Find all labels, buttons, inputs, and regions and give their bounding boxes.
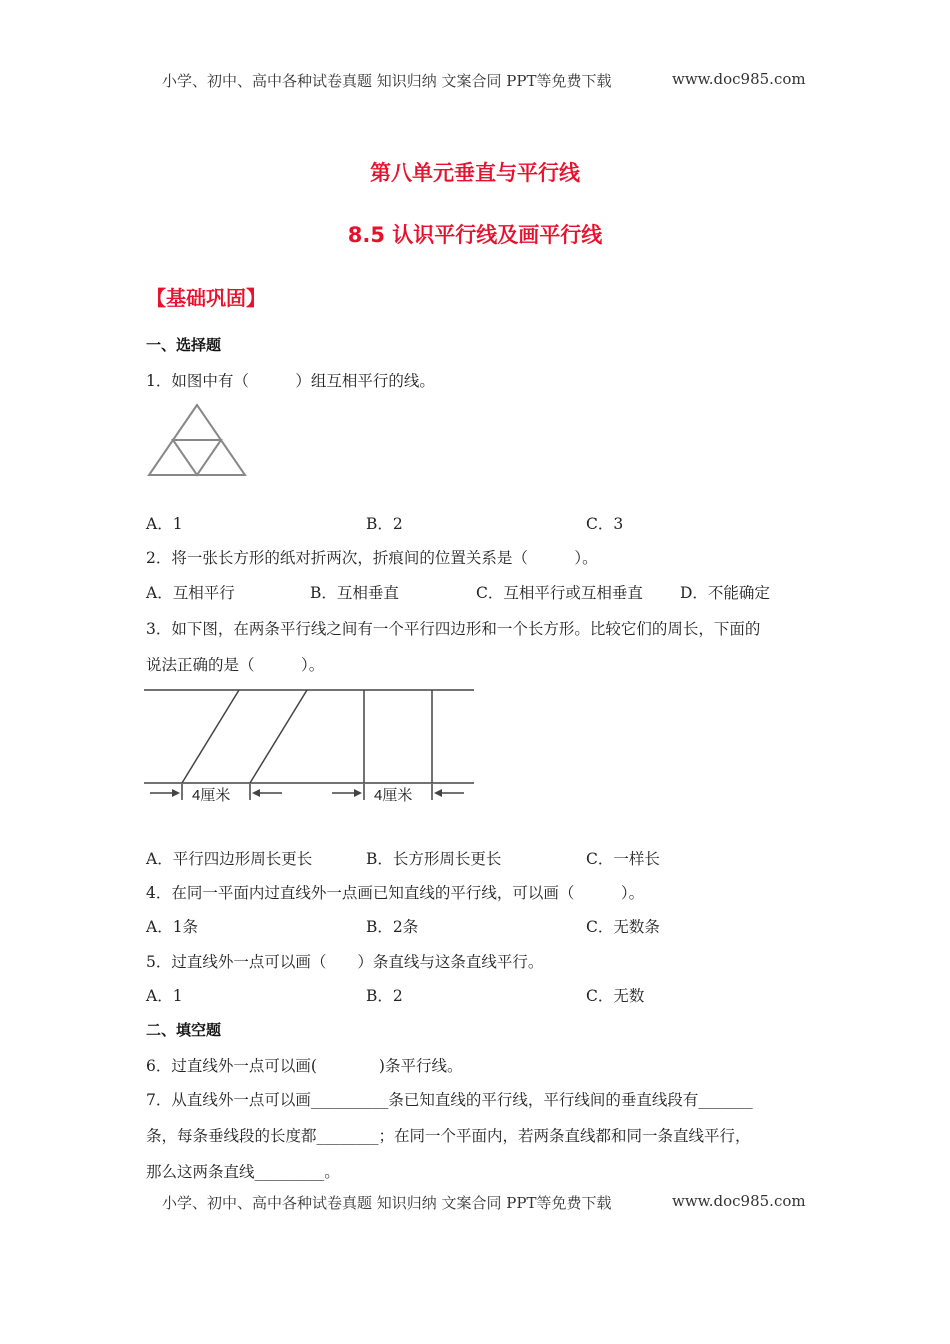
q1-stem: 1．如图中有（ ）组互相平行的线。 (146, 372, 435, 390)
header-url: www.doc985.com (672, 70, 806, 88)
q4-option-c: C．无数条 (586, 918, 660, 936)
q6-stem: 6．过直线外一点可以画( )条平行线。 (146, 1057, 463, 1075)
q1-option-c: C．3 (586, 515, 624, 533)
header-text: 小学、初中、高中各种试卷真题 知识归纳 文案合同 PPT等免费下载 (162, 72, 612, 90)
q3-stem-line1: 3．如下图，在两条平行线之间有一个平行四边形和一个长方形。比较它们的周长，下面的 (146, 620, 761, 638)
part2-heading: 二、填空题 (146, 1021, 222, 1039)
unit-title: 第八单元垂直与平行线 (370, 161, 580, 185)
parallelogram-right-side (250, 690, 307, 783)
q2-option-b: B．互相垂直 (310, 584, 399, 602)
q3-option-b: B．长方形周长更长 (366, 850, 502, 868)
section-label: 【基础巩固】 (146, 286, 266, 310)
part1-heading: 一、选择题 (146, 336, 222, 354)
q1-option-b: B．2 (366, 515, 403, 533)
q3-parallel-figure (144, 688, 476, 808)
q7-line3: 那么这两条直线_________。 (146, 1163, 340, 1181)
q4-option-b: B．2条 (366, 918, 419, 936)
q5-option-c: C．无数 (586, 987, 645, 1005)
q2-stem: 2．将一张长方形的纸对折两次，折痕间的位置关系是（ ）。 (146, 549, 598, 567)
q2-option-c: C．互相平行或互相垂直 (476, 584, 643, 602)
q7-line1: 7．从直线外一点可以画__________条已知直线的平行线，平行线间的垂直线段有_______ (146, 1091, 753, 1109)
figure-label-right: 4厘米 (374, 787, 413, 804)
footer-url: www.doc985.com (672, 1192, 806, 1210)
lesson-title: 8.5 认识平行线及画平行线 (347, 223, 603, 247)
figure-label-left: 4厘米 (192, 787, 231, 804)
q5-option-a: A．1 (146, 987, 183, 1005)
q4-option-a: A．1条 (146, 918, 199, 936)
q7-line2: 条，每条垂线段的长度都________；在同一个平面内，若两条直线都和同一条直线平行， (146, 1127, 751, 1145)
q2-option-d: D．不能确定 (680, 584, 770, 602)
q4-stem: 4．在同一平面内过直线外一点画已知直线的平行线，可以画（ ）。 (146, 884, 645, 902)
q2-option-a: A．互相平行 (146, 584, 235, 602)
q3-option-a: A．平行四边形周长更长 (146, 850, 313, 868)
q3-stem-line2: 说法正确的是（ ）。 (146, 656, 325, 674)
footer-text: 小学、初中、高中各种试卷真题 知识归纳 文案合同 PPT等免费下载 (162, 1194, 612, 1212)
q5-stem: 5．过直线外一点可以画（ ）条直线与这条直线平行。 (146, 953, 544, 971)
q5-option-b: B．2 (366, 987, 403, 1005)
q1-triangle-figure (146, 402, 248, 478)
q3-option-c: C．一样长 (586, 850, 660, 868)
q1-option-a: A．1 (146, 515, 183, 533)
parallelogram-left-side (182, 690, 239, 783)
inner-triangle (173, 440, 221, 475)
